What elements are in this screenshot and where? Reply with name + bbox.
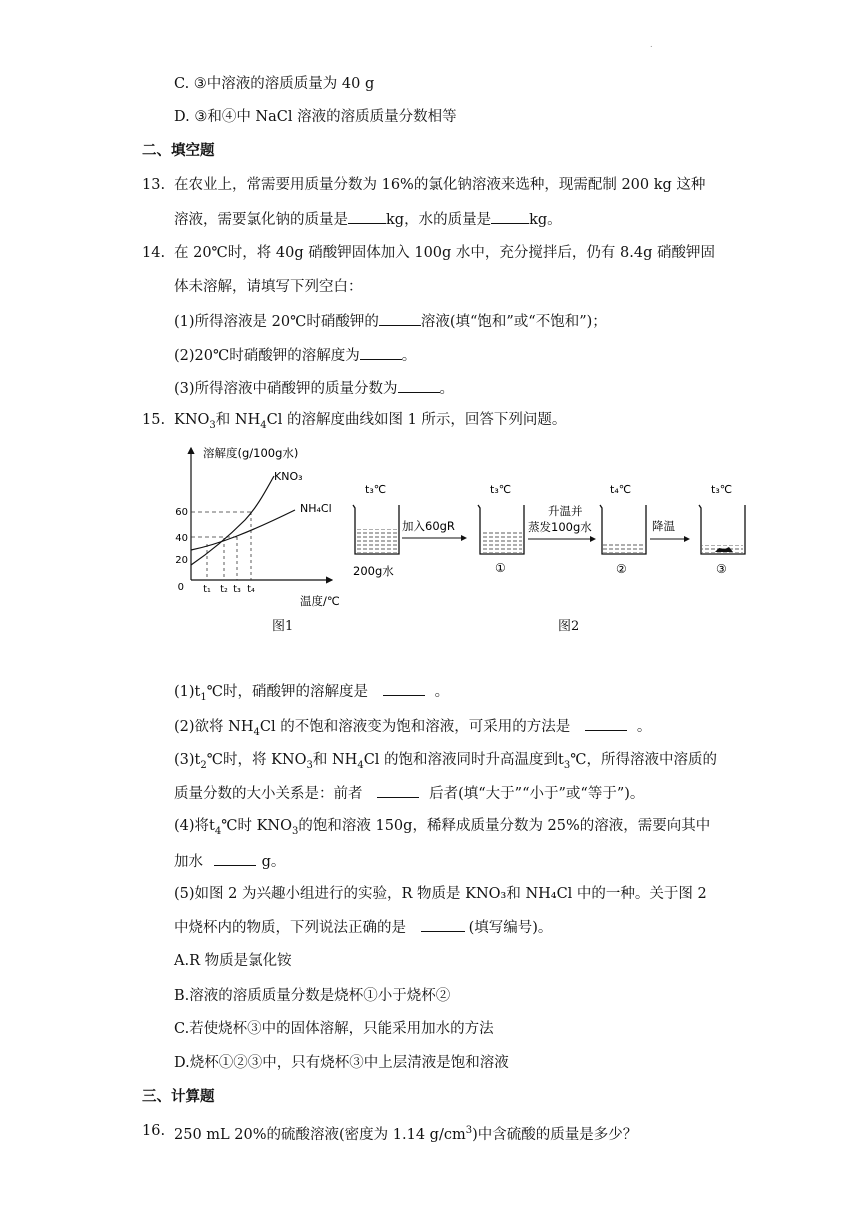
q15-blank-4[interactable] (214, 851, 256, 866)
y-axis-label: 溶解度(g/100g水) (203, 446, 299, 460)
q14-line2: 体未溶解，请填写下列空白： (174, 279, 363, 295)
arrow1-label: 加入60gR (402, 519, 455, 533)
q14-p3-text-a: (3)所得溶液中硝酸钾的质量分数为 (174, 381, 398, 397)
y-tick-40: 40 (175, 533, 188, 544)
y-tick-60: 60 (175, 507, 188, 518)
q15-intro-sub1: 3 (209, 419, 216, 431)
q13-line1: 在农业上，常需要用质量分数为 16%的氯化钠溶液来选种，现需配制 200 kg 这种 (174, 177, 706, 193)
q15-p3-sub3: 4 (357, 759, 364, 771)
figure1-solubility-chart (170, 440, 345, 620)
page-dot: . (650, 40, 653, 49)
q14-part1 (174, 311, 607, 332)
x-tick-t2: t₂ (220, 584, 228, 595)
q15-part3-line2 (174, 783, 644, 804)
q13-text-c: kg。 (529, 212, 562, 228)
q15-option-d: D.烧杯①②③中，只有烧杯③中上层清液是饱和溶液 (174, 1055, 509, 1071)
q15-intro-a: KNO (174, 412, 210, 428)
section-calculation: 三、计算题 (142, 1088, 215, 1105)
nh4cl-label: NH₄Cl (300, 502, 332, 515)
arrow2-label-2: 蒸发100g水 (528, 520, 592, 534)
q14-number: 14. (142, 245, 166, 261)
q15-p3-sub2: 3 (306, 759, 313, 771)
q14-part2 (174, 345, 416, 366)
q15-part5: (5)如图 2 为兴趣小组进行的实验，R 物质是 KNO₃和 NH₄Cl 中的一种。关于图 2 (174, 886, 707, 902)
q15-p3-e: ℃，所得溶液中溶质的 (570, 752, 717, 768)
q14-p2-text-b: 。 (401, 348, 417, 364)
figure2-caption: 图2 (558, 619, 580, 634)
q15-intro-sub2: 4 (260, 419, 267, 431)
q15-number: 15. (142, 412, 166, 428)
beaker-1 (478, 483, 524, 575)
q15-p3-sub4: 3 (563, 759, 571, 771)
origin-label: 0 (177, 582, 184, 593)
beaker1-label: ① (495, 561, 506, 575)
q15-p4-line2-b: g。 (261, 854, 286, 870)
q16-text-a: 250 mL 20%的硫酸溶液(密度为 1.14 g/cm (174, 1126, 466, 1143)
q15-p3-a: (3)t (174, 752, 201, 768)
q15-part4 (174, 816, 710, 842)
q14-p1-text-b: 溶液(填“饱和”或“不饱和”)； (420, 314, 607, 330)
q15-p2-a: (2)欲将 NH (174, 719, 254, 735)
q15-p5-line2-b: (填写编号)。 (468, 920, 553, 936)
q15-p4-c: 的饱和溶液 150g，稀释成质量分数为 25%的溶液，需要向其中 (298, 818, 711, 834)
q15-option-a: A.R 物质是氯化铵 (174, 953, 292, 969)
x-axis-label: 温度/℃ (300, 594, 340, 608)
q15-blank-2[interactable] (585, 716, 627, 731)
q14-part3 (174, 378, 454, 399)
q14-blank-1[interactable] (379, 311, 421, 326)
q15-p3-line2-a: 质量分数的大小关系是：前者 (174, 786, 363, 802)
q16-text (174, 1121, 637, 1145)
q13-line2 (174, 209, 562, 230)
beaker3-temp: t₃℃ (711, 483, 733, 496)
q15-part3 (174, 750, 717, 776)
y-tick-20: 20 (175, 555, 188, 566)
q15-blank-5[interactable] (421, 917, 465, 932)
beaker2-temp: t₄℃ (610, 483, 632, 496)
q15-p2-sub: 4 (253, 726, 260, 738)
arrow3-label: 降温 (652, 519, 675, 533)
q15-p2-c: 。 (636, 719, 652, 735)
q15-p3-sub: 2 (200, 759, 207, 771)
q14-line1: 在 20℃时，将 40g 硝酸钾固体加入 100g 水中，充分搅拌后，仍有 8.4g 硝酸钾固 (174, 245, 715, 261)
q16-number: 16. (142, 1123, 166, 1139)
q16-sup: 3 (465, 1125, 473, 1136)
q15-p1-sub: 1 (200, 691, 207, 703)
q15-p4-sub: 4 (214, 825, 222, 837)
q14-p3-text-b: 。 (439, 381, 455, 397)
q15-intro-c: Cl 的溶解度曲线如图 1 所示，回答下列问题。 (266, 412, 567, 428)
beaker-initial (353, 483, 399, 578)
x-tick-t1: t₁ (203, 584, 211, 595)
q15-blank-3[interactable] (377, 783, 419, 798)
q15-intro-b: 和 NH (215, 412, 261, 428)
section-fill-in: 二、填空题 (142, 142, 215, 159)
option-d: D. ③和④中 NaCl 溶液的溶质质量分数相等 (174, 109, 457, 125)
q15-p2-b: Cl 的不饱和溶液变为饱和溶液，可采用的方法是 (259, 719, 571, 735)
q15-part1 (174, 681, 449, 708)
q14-p2-text-a: (2)20℃时硝酸钾的溶解度为 (174, 348, 360, 364)
q15-p3-b: ℃时，将 KNO (206, 752, 307, 768)
q15-p5-line2-a: 中烧杯内的物质，下列说法正确的是 (174, 920, 406, 936)
q16-text-b: )中含硫酸的质量是多少？ (472, 1126, 638, 1143)
beaker1-temp: t₃℃ (490, 483, 512, 496)
beaker1-water (481, 530, 522, 553)
q15-blank-1[interactable] (383, 681, 425, 696)
q15-p1-b: ℃时，硝酸钾的溶解度是 (206, 684, 368, 700)
beaker0-temp: t₃℃ (365, 483, 387, 496)
x-tick-t3: t₃ (233, 584, 241, 595)
beaker-3 (699, 483, 745, 576)
beaker2-water (603, 543, 644, 553)
q15-p3-line2-b: 后者(填“大于”“小于”或“等于”)。 (429, 786, 645, 802)
q15-option-b: B.溶液的溶质质量分数是烧杯①小于烧杯② (174, 988, 451, 1004)
option-c: C. ③中溶液的溶质质量为 40 g (174, 76, 375, 92)
q15-part5-line2 (174, 917, 552, 938)
beaker0-water (356, 529, 397, 553)
q15-p4-line2-a: 加水 (174, 854, 203, 870)
q15-p3-c: 和 NH (312, 752, 358, 768)
beaker2-label: ② (616, 562, 627, 576)
q14-blank-2[interactable] (360, 345, 402, 360)
q15-p4-a: (4)将t (174, 818, 215, 834)
q13-blank-nacl[interactable] (348, 209, 386, 224)
q15-p4-b: ℃时 KNO (221, 818, 292, 834)
beaker-2 (600, 483, 646, 576)
q13-text-a: 溶液，需要氯化钠的质量是 (174, 212, 348, 228)
q13-blank-water[interactable] (491, 209, 529, 224)
q15-intro (174, 410, 566, 436)
kno3-label: KNO₃ (274, 470, 303, 483)
q15-p4-sub2: 3 (292, 825, 299, 837)
kno3-curve (191, 476, 274, 565)
q14-p1-text-a: (1)所得溶液是 20℃时硝酸钾的 (174, 314, 379, 330)
q13-text-b: kg，水的质量是 (386, 212, 492, 228)
q15-p3-d: Cl 的饱和溶液同时升高温度到t (363, 752, 564, 768)
q15-option-c: C.若使烧杯③中的固体溶解，只能采用加水的方法 (174, 1021, 494, 1037)
q14-blank-3[interactable] (398, 378, 440, 393)
x-tick-t4: t₄ (247, 584, 255, 595)
q15-part4-line2 (174, 851, 285, 872)
beaker3-label: ③ (716, 562, 727, 576)
q15-part2 (174, 716, 651, 743)
beaker0-label: 200g水 (353, 564, 394, 578)
arrow2-label-1: 升温并 (548, 504, 583, 518)
figure2-beaker-diagram (345, 475, 765, 585)
q15-p1-c: 。 (434, 684, 450, 700)
q13-number: 13. (142, 177, 166, 193)
q15-p1-a: (1)t (174, 684, 201, 700)
figure1-caption: 图1 (272, 619, 294, 634)
